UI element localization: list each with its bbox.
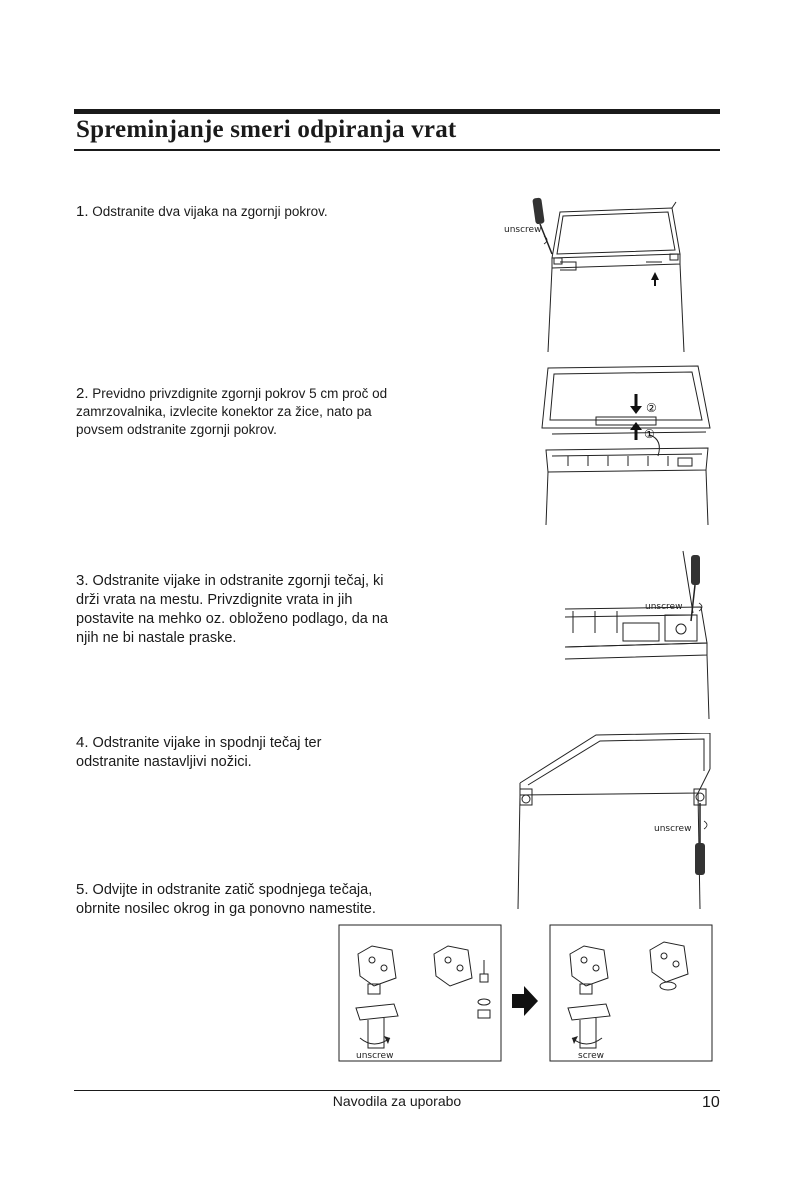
figure-lift-top-lid [538,360,718,530]
top-hinge-illustration [565,543,715,721]
marker-1: ① [644,427,655,441]
step-3 [76,571,406,648]
header-rule-thin [74,149,720,151]
step-text-line: odstranite nastavljivi nožici. [76,754,252,770]
step-5 [76,880,406,919]
step-text-line: Odstranite dva vijaka na zgornji pokrov. [92,204,328,219]
step-1 [76,203,406,221]
step-text-line: obrnite nosilec okrog in ga ponovno namestite. [76,901,376,917]
step-2 [76,385,406,439]
screw-label: screw [578,1051,605,1061]
step-4 [76,733,406,772]
unscrew-label: unscrew [504,225,542,235]
screwdriver-icon [695,803,707,875]
page-number: 10 [702,1094,720,1111]
footer-text: Navodila za uporabo [332,1093,462,1109]
step-text-line: Odstranite vijake in odstranite zgornji tečaj, ki [92,573,384,589]
step-text-line: povsem odstranite zgornji pokrov. [76,422,277,437]
screwdriver-icon [691,555,702,621]
hinge-pin-illustration [338,924,714,1064]
right-arrow-icon [512,986,538,1016]
step-text-line: Odvijte in odstranite zatič spodnjega tečaja, [92,882,373,898]
unscrew-label: unscrew [356,1051,394,1061]
step-text-line: drži vrata na mestu. Privzdignite vrata in jih [76,592,353,608]
down-arrow-icon [630,394,642,414]
step-text-line: zamrzovalnika, izvlecite konektor za žice, nato pa [76,404,372,419]
unscrew-label: unscrew [654,824,692,834]
figure-remove-top-screws [500,192,700,352]
freezer-top-illustration [500,192,700,352]
unscrew-panel [339,925,501,1061]
step-number: 4. [76,734,89,751]
lid-lift-illustration [538,360,718,530]
figure-remove-top-hinge [565,543,715,721]
header-rule-thick [74,109,720,114]
figure-reverse-hinge-pin [338,924,714,1064]
step-number: 1. [76,203,89,220]
step-text-line: postavite na mehko oz. obloženo podlago, da na [76,611,388,627]
step-number: 5. [76,881,89,898]
step-text-line: Previdno privzdignite zgornji pokrov 5 cm proč od [92,386,388,401]
footer-rule [74,1090,720,1091]
screw-panel [550,925,712,1061]
step-number: 3. [76,572,89,589]
page-title: Spreminjanje smeri odpiranja vrat [76,116,457,143]
step-text-line: Odstranite vijake in spodnji tečaj ter [92,735,322,751]
rotate-arrow-icon [384,1036,390,1044]
unscrew-label: unscrew [645,602,683,612]
step-text-line: njih ne bi nastale praske. [76,630,237,646]
marker-2: ② [646,401,657,415]
bottom-hinge-illustration [514,733,714,913]
rotate-arrow-icon [572,1036,578,1044]
step-number: 2. [76,385,89,402]
figure-remove-bottom-hinge [514,733,714,913]
